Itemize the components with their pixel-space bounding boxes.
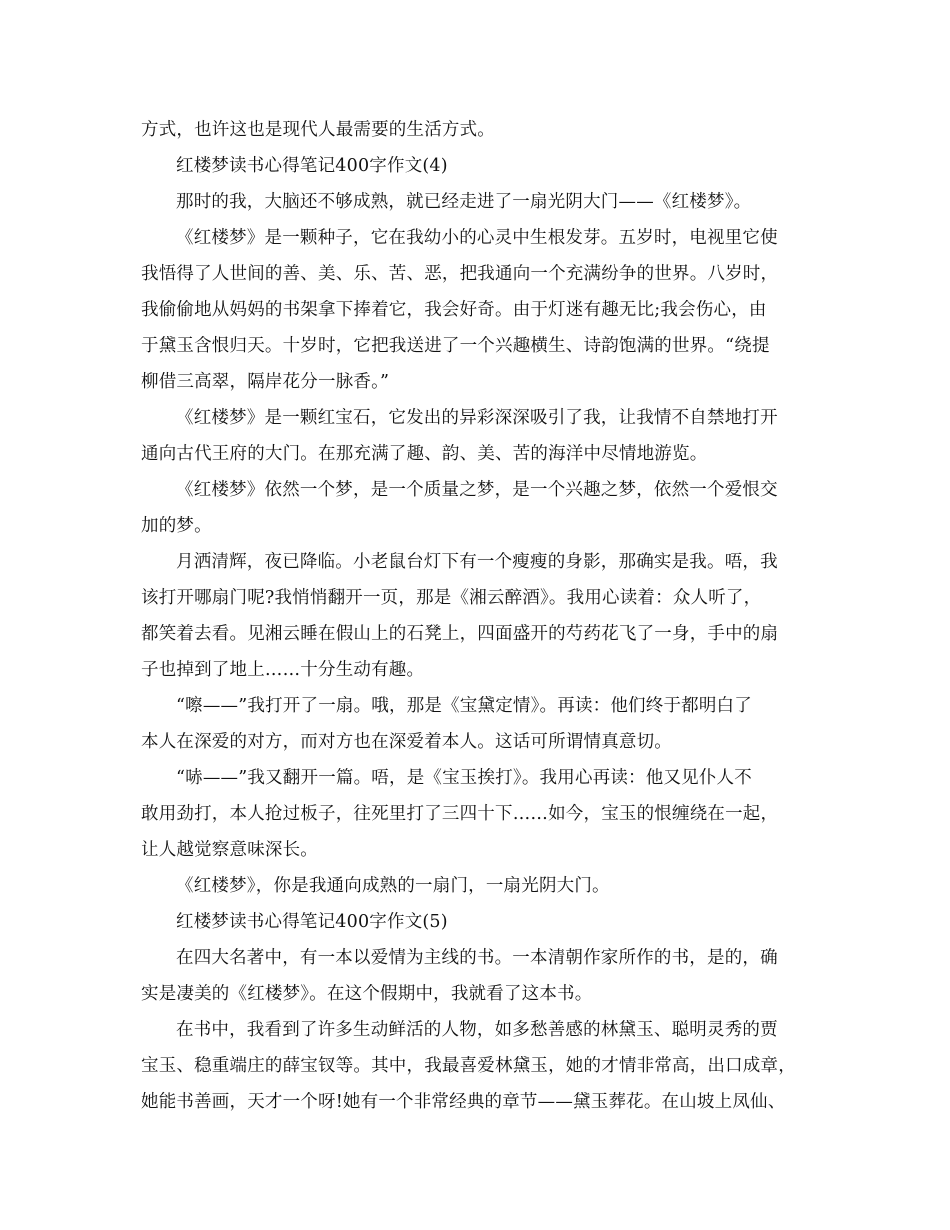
text-line: 在书中，我看到了许多生动鲜活的人物，如多愁善感的林黛玉、聪明灵秀的贾: [176, 1020, 778, 1040]
text-line: 在四大名著中，有一本以爱情为主线的书。一本清朝作家所作的书，是的，确: [176, 948, 778, 968]
text-line: 《红楼梦》是一颗种子，它在我幼小的心灵中生根发芽。五岁时，电视里它使: [176, 228, 778, 248]
text-line: 该打开哪扇门呢?我悄悄翻开一页，那是《湘云醉酒》。我用心读着：众人听了，: [141, 588, 762, 608]
text-line: 我偷偷地从妈妈的书架拿下捧着它，我会好奇。由于灯迷有趣无比;我会伤心，由: [141, 300, 767, 320]
text-line: 加的梦。: [141, 516, 212, 536]
text-line: 柳借三高翠，隔岸花分一脉香。”: [141, 372, 390, 392]
text-line: 她能书善画，天才一个呀!她有一个非常经典的章节——黛玉葬花。在山坡上凤仙、: [141, 1092, 786, 1112]
section-heading: 红楼梦读书心得笔记400字作文(4): [176, 156, 448, 176]
text-line: 都笑着去看。见湘云睡在假山上的石凳上，四面盛开的芍药花飞了一身，手中的扇: [141, 624, 779, 644]
text-line: 《红楼梦》依然一个梦，是一个质量之梦，是一个兴趣之梦，依然一个爱恨交: [176, 480, 778, 500]
text-line: 敢用劲打，本人抢过板子，往死里打了三四十下……如今，宝玉的恨缠绕在一起，: [141, 804, 779, 824]
text-line: 方式，也许这也是现代人最需要的生活方式。: [141, 120, 495, 140]
text-line: 通向古代王府的大门。在那充满了趣、韵、美、苦的海洋中尽情地游览。: [141, 444, 708, 464]
text-line: 《红楼梦》是一颗红宝石，它发出的异彩深深吸引了我，让我情不自禁地打开: [176, 408, 778, 428]
section-heading: 红楼梦读书心得笔记400字作文(5): [176, 912, 448, 932]
text-line: 《红楼梦》，你是我通向成熟的一扇门，一扇光阴大门。: [176, 876, 610, 896]
text-line: 实是凄美的《红楼梦》。在这个假期中，我就看了这本书。: [141, 984, 593, 1004]
text-line: 子也掉到了地上……十分生动有趣。: [141, 660, 425, 680]
text-line: 宝玉、稳重端庄的薛宝钗等。其中，我最喜爱林黛玉，她的才情非常高，出口成章，: [141, 1056, 796, 1076]
text-line: 让人越觉察意味深长。: [141, 840, 318, 860]
text-line: “哧——”我又翻开一篇。唔，是《宝玉挨打》。我用心再读：他又见仆人不: [176, 768, 752, 788]
text-line: 那时的我，大脑还不够成熟，就已经走进了一扇光阴大门——《红楼梦》。: [176, 192, 752, 212]
text-line: 月洒清辉，夜已降临。小老鼠台灯下有一个瘦瘦的身影，那确实是我。唔，我: [176, 552, 778, 572]
text-line: “嚓——”我打开了一扇。哦，那是《宝黛定情》。再读：他们终于都明白了: [176, 696, 752, 716]
text-line: 本人在深爱的对方，而对方也在深爱着本人。这话可所谓情真意切。: [141, 732, 672, 752]
text-line: 于黛玉含恨归天。十岁时，它把我送进了一个兴趣横生、诗韵饱满的世界。“绕提: [141, 336, 770, 356]
text-line: 我悟得了人世间的善、美、乐、苦、恶，把我通向一个充满纷争的世界。八岁时，: [141, 264, 779, 284]
